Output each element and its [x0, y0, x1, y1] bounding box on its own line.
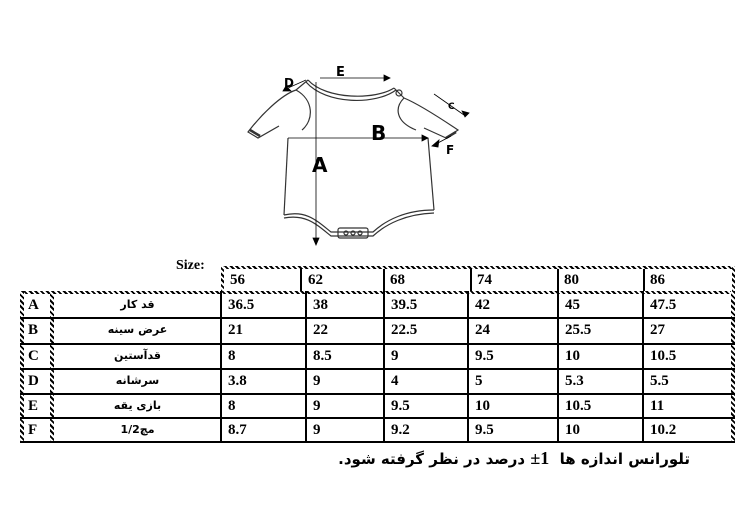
- table-row-c: [20, 344, 735, 369]
- note-before: تلورانس اندازه ها: [559, 450, 690, 468]
- cell-value: 10: [565, 422, 580, 438]
- cell-value: 47.5: [650, 297, 677, 313]
- cell-value: 8: [228, 398, 236, 414]
- cell-value: 10.2: [650, 422, 677, 438]
- size-56: 56: [230, 272, 245, 288]
- table-row-e: [20, 394, 735, 419]
- cell-value: 42: [475, 297, 490, 313]
- cell-value: 9.5: [391, 398, 410, 414]
- cell-value: 9.2: [391, 422, 410, 438]
- svg-text:E: E: [336, 65, 345, 80]
- cell-value: 8.5: [313, 348, 332, 364]
- cell-value: 9: [313, 398, 321, 414]
- cell-value: 9: [391, 348, 399, 364]
- cell-value: 8: [228, 348, 236, 364]
- note-after: درصد در نظر گرفته شود.: [338, 450, 526, 468]
- svg-text:F: F: [446, 143, 455, 157]
- cell-value: 11: [650, 398, 665, 414]
- cell-value: 22.5: [391, 322, 418, 338]
- size-74: 74: [477, 272, 492, 288]
- cell-value: 25.5: [565, 322, 592, 338]
- cell-value: 10.5: [650, 348, 677, 364]
- svg-text:B: B: [371, 121, 387, 145]
- row-letter: F: [28, 422, 38, 438]
- size-header-row: [221, 266, 735, 292]
- size-80: 80: [564, 272, 579, 288]
- size-62: 62: [308, 272, 323, 288]
- cell-value: 4: [391, 373, 399, 389]
- table-row-d: [20, 369, 735, 394]
- cell-value: 10: [565, 348, 580, 364]
- bodysuit-measurement-diagram: [236, 60, 476, 250]
- cell-value: 8.7: [228, 422, 247, 438]
- header-right-border: [732, 266, 735, 292]
- cell-value: 9: [313, 422, 321, 438]
- cell-value: 5.5: [650, 373, 669, 389]
- row-letter: E: [28, 398, 39, 414]
- size-label: Size:: [176, 258, 205, 273]
- cell-value: 9.5: [475, 348, 494, 364]
- table-row-b: [20, 318, 735, 343]
- svg-text:C: C: [448, 102, 455, 112]
- size-table: [20, 291, 735, 443]
- cell-value: 10.5: [565, 398, 592, 414]
- cell-value: 21: [228, 322, 243, 338]
- cell-value: 22: [313, 322, 328, 338]
- cell-value: 9: [313, 373, 321, 389]
- measurement-name: عرض سینه: [107, 323, 168, 336]
- table-row-a: [20, 293, 735, 318]
- cell-value: 3.8: [228, 373, 247, 389]
- measurement-name: سرشانه: [115, 374, 160, 387]
- svg-text:D: D: [284, 76, 294, 90]
- size-68: 68: [390, 272, 405, 288]
- table-row-f: [20, 418, 735, 443]
- measurement-name: قدآستین: [113, 349, 162, 362]
- cell-value: 5: [475, 373, 483, 389]
- cell-value: 36.5: [228, 297, 255, 313]
- cell-value: 5.3: [565, 373, 584, 389]
- row-letter: D: [28, 373, 39, 389]
- cell-value: 10: [475, 398, 490, 414]
- row-letter: A: [28, 297, 39, 313]
- note-tolerance: ±1: [530, 448, 550, 468]
- cell-value: 9.5: [475, 422, 494, 438]
- size-86: 86: [650, 272, 665, 288]
- svg-text:A: A: [312, 153, 328, 177]
- cell-value: 38: [313, 297, 328, 313]
- cell-value: 27: [650, 322, 665, 338]
- tolerance-note: [330, 448, 690, 469]
- measurement-name: قد کار: [120, 298, 155, 311]
- cell-value: 24: [475, 322, 490, 338]
- cell-value: 45: [565, 297, 580, 313]
- measurement-name: بازی یقه: [113, 399, 162, 412]
- cell-value: 39.5: [391, 297, 418, 313]
- row-letter: B: [28, 322, 39, 338]
- row-letter: C: [28, 348, 39, 364]
- measurement-name: مچ1/2: [120, 423, 155, 436]
